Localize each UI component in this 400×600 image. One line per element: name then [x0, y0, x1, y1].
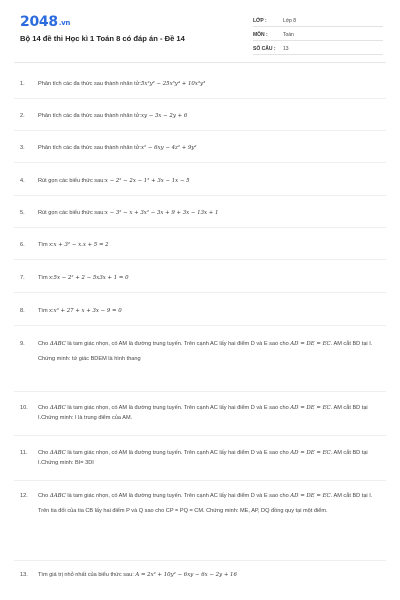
question-text-part: . AM cắt BD tại I.	[330, 341, 373, 347]
question-text	[38, 404, 388, 423]
question-number: 13.	[20, 572, 28, 578]
question-text	[38, 307, 388, 317]
question-number: 11.	[20, 450, 28, 456]
question-text	[38, 80, 388, 90]
question-number: 4.	[20, 178, 25, 184]
question-text-part: Tìm giá trị nhỏ nhất của biểu thức sau:	[38, 572, 136, 578]
divider	[14, 435, 386, 436]
question-number: 6.	[20, 242, 25, 248]
question-number: 10.	[20, 405, 28, 411]
site-logo[interactable]	[20, 14, 70, 30]
question-number: 3.	[20, 145, 25, 151]
meta-value: Toán	[283, 32, 294, 38]
divider	[14, 98, 386, 99]
question-number: 9.	[20, 341, 25, 347]
divider	[14, 130, 386, 131]
exam-meta	[253, 15, 383, 57]
question-number: 12.	[20, 493, 28, 499]
question-text-part: . AM cắt BD tại I.Chứng minh: BI= 3DI	[38, 450, 368, 466]
question-text	[38, 449, 388, 468]
question-text	[38, 209, 388, 219]
math-expression: ΔABC	[49, 405, 66, 411]
question-text-part: là tam giác nhọn, có AM là đường trung tuyến. Trên cạnh AC lấy hai điểm D và E sao cho	[65, 450, 291, 456]
math-expression: AD = DE = EC	[290, 341, 331, 347]
question-text	[38, 340, 388, 364]
question-number: 1.	[20, 81, 25, 87]
question-text-part: là tam giác nhọn, có AM là đường trung tuyến. Trên cạnh AC lấy hai điểm D và E sao cho	[65, 341, 291, 347]
divider	[14, 325, 386, 326]
question-number: 2.	[20, 113, 25, 119]
question-text-part: Cho	[38, 405, 50, 411]
question-text-part: Rút gọn các biểu thức sau:	[38, 178, 105, 184]
logo-text: 2048	[20, 14, 58, 30]
question-number: 5.	[20, 210, 25, 216]
meta-row-count	[253, 43, 383, 55]
divider	[14, 560, 386, 561]
question-text-part: . AM cắt BD tại I.	[330, 493, 373, 499]
meta-row-class	[253, 15, 383, 27]
question-text-part: Cho	[38, 493, 50, 499]
question-text-part: Cho	[38, 341, 50, 347]
math-expression: ΔABC	[49, 450, 66, 456]
question-text	[38, 144, 388, 154]
question-text-part: Tìm x:	[38, 308, 54, 314]
question-number: 7.	[20, 275, 25, 281]
meta-label: LỚP :	[253, 18, 267, 24]
question-text-part: Phân tích các đa thức sau thành nhân tử:	[38, 81, 141, 87]
divider	[14, 162, 386, 163]
math-expression: AD = DE = EC	[290, 405, 331, 411]
question-text-part: Tìm x:	[38, 275, 54, 281]
divider	[14, 391, 386, 392]
question-text-part: là tam giác nhọn, có AM là đường trung tuyến. Trên cạnh AC lấy hai điểm D và E sao cho	[65, 493, 291, 499]
header-divider	[14, 62, 386, 63]
question-text	[38, 571, 388, 581]
question-subtext: Trên tia đối của tia CB lấy hai điểm P và Q sao cho CP = PQ = CM. Chứng minh: ME, AP, DQ đồng quy tại một điểm.	[38, 507, 328, 514]
question-text	[38, 112, 388, 122]
meta-row-subject	[253, 29, 383, 41]
math-expression: 5x²y² − 25x³y⁴ + 10x³y³	[140, 81, 206, 87]
meta-label: SỐ CÂU :	[253, 46, 276, 52]
logo-suffix: .vn	[58, 19, 71, 27]
page-title: Bộ 14 đề thi Học kì 1 Toán 8 có đáp án - Đề 14	[20, 34, 185, 43]
question-text-part: . AM cắt BD tại I.Chứng minh: I là trung điểm của AM.	[38, 405, 368, 421]
header	[0, 0, 400, 64]
question-text	[38, 492, 388, 516]
math-expression: x − 3² − x + 3x² − 3x + 9 + 3x − 13x + 1	[104, 210, 219, 216]
question-text-part: là tam giác nhọn, có AM là đường trung tuyến. Trên cạnh AC lấy hai điểm D và E sao cho	[65, 405, 291, 411]
math-expression: AD = DE = EC	[290, 450, 331, 456]
question-text	[38, 177, 388, 187]
meta-value: 13	[283, 46, 289, 52]
question-text	[38, 274, 388, 284]
math-expression: x³ + 27 + x + 3x − 9 = 0	[53, 308, 122, 314]
question-text	[38, 241, 388, 251]
divider	[14, 227, 386, 228]
meta-label: MÔN :	[253, 32, 268, 38]
divider	[14, 480, 386, 481]
meta-value: Lớp 8	[283, 18, 297, 24]
math-expression: ΔABC	[49, 341, 66, 347]
question-text-part: Phân tích các đa thức sau thành nhân tử:	[38, 113, 141, 119]
math-expression: x² − 6xy − 4z² + 9y²	[140, 145, 197, 151]
question-number: 8.	[20, 308, 25, 314]
divider	[14, 195, 386, 196]
question-text-part: Phân tích các đa thức sau thành nhân tử:	[38, 145, 141, 151]
math-expression: 5x − 2² + 2 − 5x3x + 1 = 0	[53, 275, 129, 281]
question-text-part: Rút gọn các biểu thức sau:	[38, 210, 105, 216]
math-expression: xy − 3x − 2y + 6	[140, 113, 188, 119]
math-expression: ΔABC	[49, 493, 66, 499]
divider	[14, 259, 386, 260]
question-subtext: Chứng minh: tứ giác BDEM là hình thang	[38, 355, 141, 362]
math-expression: A = 2x² + 10y² − 6xy − 6x − 2y + 16	[135, 572, 237, 578]
math-expression: x − 2² − 2x − 1² + 3x − 1x − 5	[104, 178, 190, 184]
question-text-part: Cho	[38, 450, 50, 456]
question-text-part: Tìm x:	[38, 242, 54, 248]
math-expression: x + 3² − x.x + 5 = 2	[53, 242, 109, 248]
divider	[14, 292, 386, 293]
math-expression: AD = DE = EC	[290, 493, 331, 499]
